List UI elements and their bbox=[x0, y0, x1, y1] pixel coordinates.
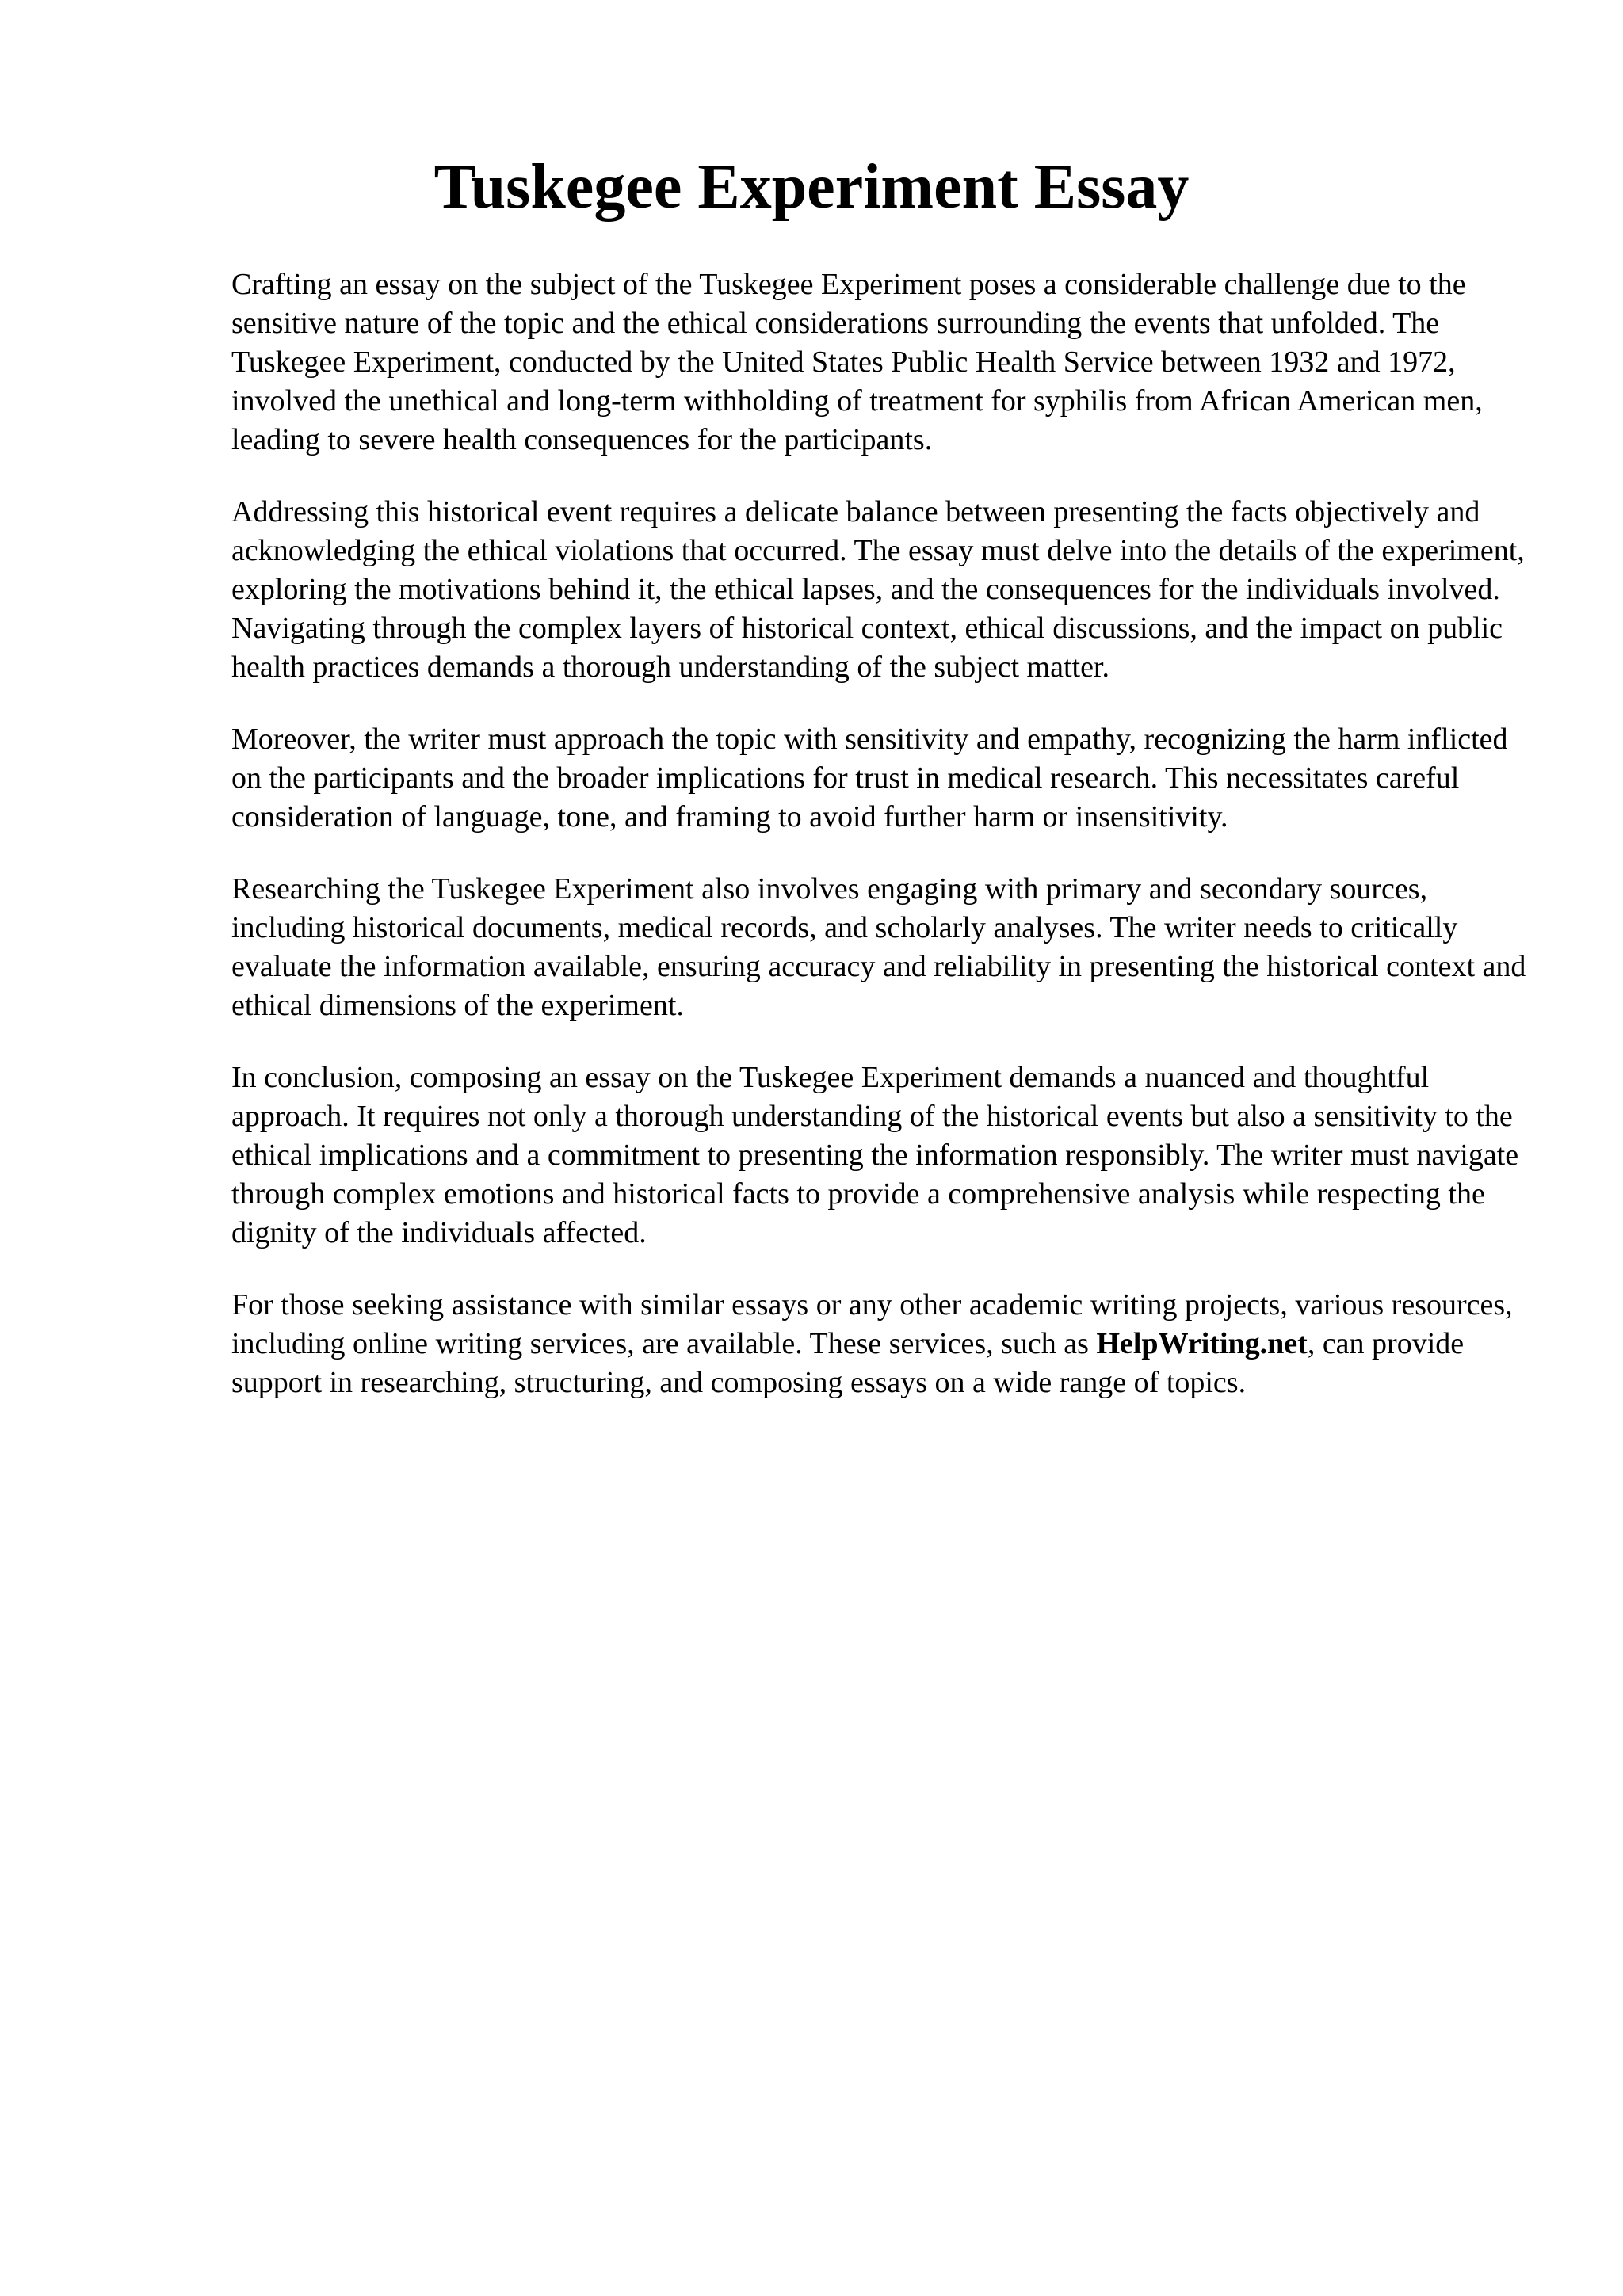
paragraph-1: Crafting an essay on the subject of the Tuskegee Experiment poses a considerable challenge due to the sensitive nature of the topic and the ethical considerations surrounding the events that unfolded. The Tuskegee Experiment, conducted by the United States Public Health Service between 1932 and 1972, involved the unethical and long-term withholding of treatment for syphilis from African American men, leading to severe health consequences for the participants. bbox=[231, 268, 1483, 456]
paragraph-4: Researching the Tuskegee Experiment also involves engaging with primary and secondary sources, including historical documents, medical records, and scholarly analyses. The writer needs to critically evaluate the information available, ensuring accuracy and reliability in presenting the historical context and ethical dimensions of the experiment. bbox=[231, 872, 1526, 1022]
paragraph-3: Moreover, the writer must approach the topic with sensitivity and empathy, recognizing the harm inflicted on the participants and the broader implications for trust in medical research. This necessitates careful consideration of language, tone, and framing to avoid further harm or insensitivity. bbox=[231, 723, 1508, 833]
document-body bbox=[231, 265, 1539, 1436]
paragraph-6-intro: For those seeking assistance with similar essays or any other academic writing projects, various resources, including online writing services, are available. These services, such as bbox=[231, 1288, 1513, 1360]
paragraph-6 bbox=[231, 1286, 1539, 1402]
document-title: Tuskegee Experiment Essay bbox=[433, 152, 1190, 222]
paragraph-6-outro: , can provide support in researching, structuring, and composing essays on a wide range of topics. bbox=[231, 1327, 1465, 1399]
brand-name: HelpWriting.net bbox=[1096, 1327, 1308, 1360]
paragraph-5: In conclusion, composing an essay on the Tuskegee Experiment demands a nuanced and thoughtful approach. It requires not only a thorough understanding of the historical events but also a sensitivity to the ethical implications and a commitment to presenting the information responsibly. The writer must navigate through complex emotions and historical facts to provide a comprehensive analysis while respecting the dignity of the individuals affected. bbox=[231, 1061, 1519, 1249]
paragraph-2: Addressing this historical event requires a delicate balance between presenting the facts objectively and acknowledging the ethical violations that occurred. The essay must delve into the details of the experiment, exploring the motivations behind it, the ethical lapses, and the consequences for the individuals involved. Navigating through the complex layers of historical context, ethical discussions, and the impact on public health practices demands a thorough understanding of the subject matter. bbox=[231, 495, 1525, 684]
